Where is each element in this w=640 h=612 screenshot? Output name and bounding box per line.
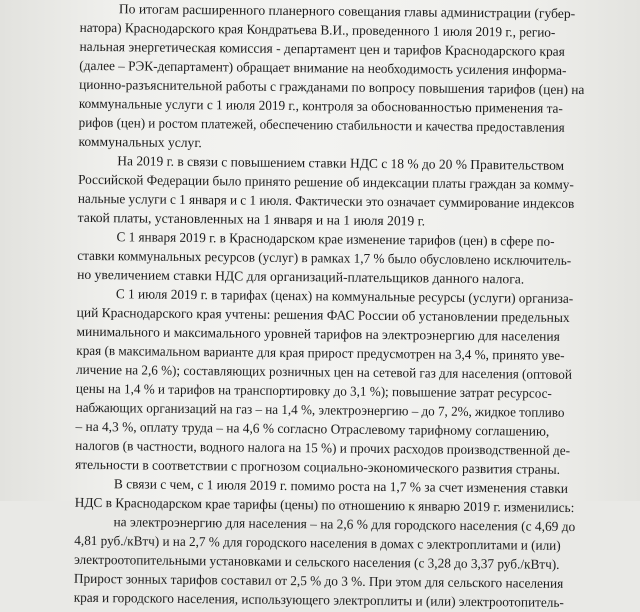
text-line: НДС в Краснодарском крае тарифы (цены) по отношению к январю 2019 г. изменились: <box>74 494 575 516</box>
text-line: – на 4,3 %, оплату труда – на 4,6 % согласно Отраслевому тарифному соглашению, <box>75 418 550 439</box>
text-line: электроотопительными установками и сельского населения (с 3,28 до 3,37 руб./кВтч). <box>74 551 560 572</box>
text-line: 4,81 руб./кВтч) и на 2,7 % для городского населения в домах с электроплитами и (или) <box>74 532 561 553</box>
text-line: нальные услуги с 1 января и с 1 июля. Фактически это означает суммирование индексов <box>77 190 575 212</box>
text-line: (далее – РЭК-департамент) обращает внимание на необходимость усиления информа- <box>79 57 567 78</box>
text-line: цены на 1,4 % и тарифов на транспортировку до 3,1 %); повышение затрат ресурсос- <box>75 380 552 401</box>
text-line: набжающих организаций на газ – на 1,4 %, электроэнергию – до 7, 2%, жидкое топливо <box>75 399 565 420</box>
text-line: рифов (цен) и ростом платежей, обеспечению стабильности и качества предоставления <box>78 114 565 135</box>
text-line: С 1 января 2019 г. в Краснодарском крае изменение тарифов (цен) в сфере по- <box>116 229 555 249</box>
text-line: края и городского населения, использующего электроплиты и (или) электроотопитель- <box>73 589 564 610</box>
text-line: нальная энергетическая комиссия - департамент цен и тарифов Краснодарского края <box>79 38 565 59</box>
text-line: коммунальных услуг. <box>78 133 202 151</box>
text-line: По итогам расширенного планерного совещания главы администрации (губер- <box>118 1 576 22</box>
text-line: На 2019 г. в связи с повышением ставки НДС с 18 % до 20 % Правительством <box>117 153 565 173</box>
text-line: налогов (в частности, водного налога на 15 %) и прочих расходов производственной де- <box>75 437 571 458</box>
text-line: но увеличением ставки НДС для организаций-плательщиков данного налога. <box>77 266 525 287</box>
text-line: С 1 июля 2019 г. в тарифах (ценах) на коммунальные ресурсы (услуги) организа- <box>115 286 574 307</box>
text-line: Российской Федерации было принято решение об индексации платы граждан за комму- <box>78 171 574 193</box>
text-line: ставки коммунальных ресурсов (услуг) в рамках 1,7 % было обусловлено исключитель- <box>77 247 572 268</box>
text-line: такой платы, установленных на 1 января и на 1 июля 2019 г. <box>77 209 426 229</box>
text-line: на электроэнергию для населения – на 2,6 % для городского населения (с 4,69 до <box>113 514 576 535</box>
text-line: Прирост зонных тарифов составил от 2,5 % до 3 %. При этом для сельского населения <box>73 570 564 591</box>
text-line: ятельности в соответствии с прогнозом социально-экономического развития страны. <box>75 456 561 477</box>
text-line: В связи с чем, с 1 июля 2019 г. помимо роста на 1,7 % за счет изменения ставки <box>113 476 569 496</box>
text-line: коммунальные услуги с 1 июля 2019 г., контроля за обоснованностью применения та- <box>78 95 563 116</box>
text-line: натора) Краснодарского края Кондратьева В.И., проведенного 1 июля 2019 г., регио- <box>79 19 556 40</box>
text-line: личение на 2,6 %); составляющих розничных цен на сетевой газ для населения (оптовой <box>76 361 572 383</box>
text-line: ций Краснодарского края учтены: решения ФАС России об установлении предельных <box>76 304 570 325</box>
text-line: края (в максимальном варианте для края прирост предусмотрен на 3,4 %, принято уве- <box>76 342 565 363</box>
text-line: минимального и максимального уровней тарифов на электроэнергию для населения <box>76 323 560 344</box>
text-line: ционно-разъяснительной работы с гражданами по вопросу повышения тарифов (цен) на <box>79 76 585 98</box>
